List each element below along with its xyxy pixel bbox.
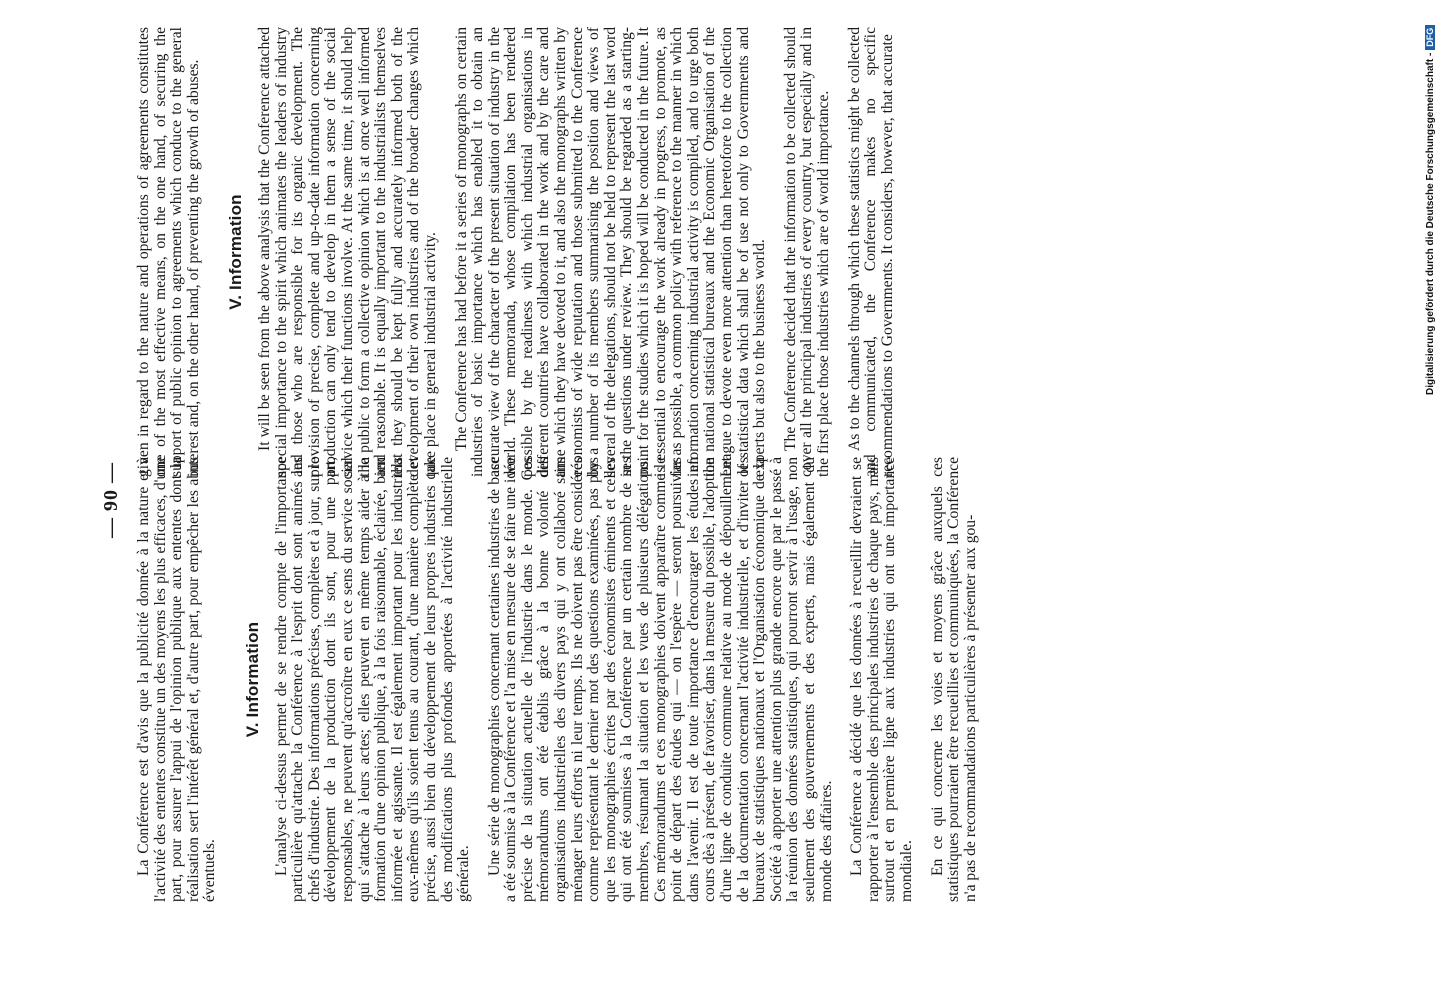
- page-number: — 90 —: [100, 462, 122, 538]
- english-paragraph-2: The Conference has had before it a series of monographs on certain industries of basic importance which has enabled it to obtain an accurate view of the character of the present situation of industry in the world. These memoranda, whose compilation has been rendered possible by the readiness with which industrial organisations in different countries have collaborated in the work and by the care and time which they have devoted to it, and also the monographs written by economists of wide reputation and those submitted to the Conference by a number of its members summarising the position and views of several of the delegations, should not be held to represent the last word in the questions under review. They should be regarded as a starting-point for the studies which it is hoped will be conducted in the future. It is essential to encourage the work already in progress, to promote, as far as possible, a common policy with reference to the manner in which information concerning industrial activity is compiled, and to urge both the national statistical bureaux and the Economic Organisation of the League to devote even more attention than heretofore to the collection of statistical data which shall be of use not only to Governments and experts but also to the business world.: [452, 27, 769, 477]
- french-column: [136, 457, 979, 902]
- french-paragraph-4: En ce qui concerne les voies et moyens grâce auxquels ces statistiques pourraient être recueillies et communiquées, la Conférence n'a pas de recommandations particulières à présenter aux gou-: [928, 457, 979, 902]
- french-intro-paragraph: La Conférence est d'avis que la publicité donnée à la nature et à l'activité des ententes constitue un des moyens les plus efficaces, d'une part, pour assurer l'appui de l'opinion publique aux ententes dont la réalisation sert l'intérêt général et, d'autre part, pour empêcher les abus éventuels.: [135, 457, 219, 902]
- french-section-heading: V. Information: [242, 621, 262, 738]
- english-paragraph-4: As to the channels through which these statistics might be collected and communicated, the Conference makes no specific recommendations to Governments. It considers, however, that accurate: [845, 27, 896, 477]
- french-paragraph-1: L'analyse ci-dessus permet de se rendre compte de l'importance particulière qu'attache la Conférence à l'esprit dont sont animés les chefs d'industrie. Des informations précises, complètes et à jour, sur le développement de la production dont ils sont, pour une part, responsables, ne peuvent qu'accroître en eux ce sens du service social qui s'attache à leurs actes; elles peuvent en même temps aider à la formation d'une opinion publique, à la fois raisonnable, éclairée, bien informée et agissante. Il est également important pour les industriels eux-mêmes qu'ils soient tenus au courant, d'une manière complète et précise, aussi bien du développement de leurs propres industries que des modifications plus profondes apportées à l'activité industrielle générale.: [272, 457, 473, 902]
- french-paragraph-2: Une série de monographies concernant certaines industries de base a été soumise à la Conférence et l'a mise en mesure de se faire une idée précise de la situation actuelle de l'industrie dans le monde. Ces mémorandums ont été établis grâce à la bonne volonté des organisations industrielles des divers pays qui y ont collaboré sans ménager leurs efforts ni leur temps. Ils ne doivent pas être considérés comme représentant le dernier mot des questions examinées, pas plus que les monographies écrites par des économistes éminents et celles qui ont été soumises à la Conférence par un certain nombre de ses membres, résumant la situation et les vues de plusieurs délégations. Ces mémorandums et ces monographies doivent apparaître comme le point de départ des études qui — on l'espère — seront poursuivies dans l'avenir. Il est de toute importance d'encourager les études en cours dès à présent, de favoriser, dans la mesure du possible, l'adoption d'une ligne de conduite commune relative au mode de dépouillement de la documentation concernant l'activité industrielle, et d'inviter les bureaux de statistiques nationaux et l'Organisation économique de la Société à apporter une attention plus grande encore que par le passé à la réunion des données statistiques, qui pourront servir à l'usage, non seulement des gouvernements et des experts, mais également du monde des affaires.: [485, 457, 835, 902]
- digitization-credit-text: Digitalisierung gefördert durch die Deutsche Forschungsgemeinschaft -: [1425, 52, 1436, 395]
- dfg-logo-icon: DFG: [1425, 25, 1435, 50]
- english-section-heading: V. Information: [226, 194, 246, 310]
- french-paragraph-3: La Conférence a décidé que les données à recueillir devraient se rapporter à l'ensemble des principales industries de chaque pays, mais surtout et en première ligne aux industries qui ont une importance mondiale.: [848, 457, 915, 902]
- digitization-credit: [1425, 0, 1436, 395]
- english-paragraph-3: The Conference decided that the information to be collected should cover all the principal industries of every country, but especially and in the first place those industries which are of world importance.: [781, 27, 832, 477]
- english-intro-paragraph: given in regard to the nature and operations of agreements constitutes one of the most effective means, on the one hand, of securing the support of public opinion to agreements which conduce to the general interest and, on the other hand, of preventing the growth of abuses.: [135, 27, 202, 477]
- english-paragraph-1: It will be seen from the above analysis that the Conference attached special importance to the spirit which animates the leaders of industry and those who are responsible for its organic development. The provision of precise, complete and up-to-date information concerning production can only tend to develop in them a sense of the social service which their functions involve. At the same time, it should help the public to form a collective opinion which is at once well informed and reasonable. It is equally important to the industrialists themselves that they should be kept fully and accurately informed both of the development of their own industries and of the broader changes which take place in general industrial activity.: [255, 27, 439, 477]
- english-column: [136, 27, 896, 477]
